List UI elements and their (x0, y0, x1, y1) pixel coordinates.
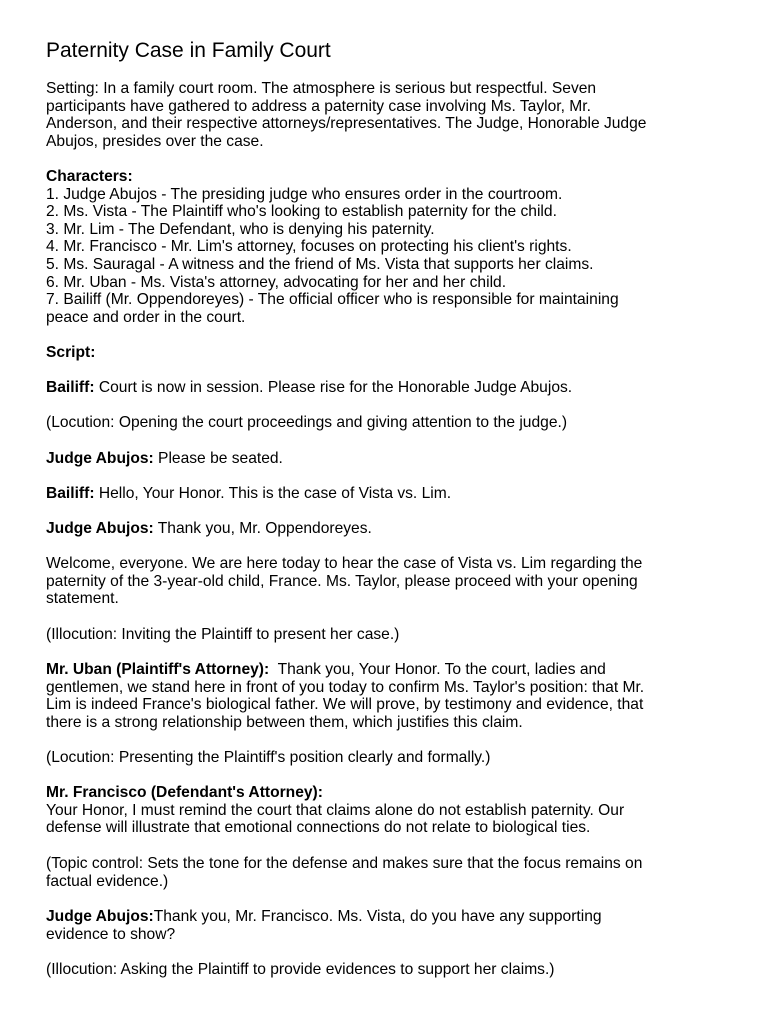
character-item: 5. Ms. Sauragal - A witness and the friend of Ms. Vista that supports her claims. (46, 255, 594, 273)
setting-line: Anderson, and their respective attorneys/representatives. The Judge, Honorable Judge (46, 115, 647, 133)
welcome-line: Welcome, everyone. We are here today to hear the case of Vista vs. Lim regarding the (46, 555, 643, 572)
dialogue-text: there is a strong relationship between them, which justifies this claim. (46, 713, 523, 731)
stage-note (46, 961, 736, 979)
speaker-name: Bailiff: (46, 379, 95, 396)
dialogue-judge-2 (46, 520, 736, 538)
dialogue-uban (46, 661, 736, 731)
character-item: 6. Mr. Uban - Ms. Vista's attorney, advocating for her and her child. (46, 273, 507, 291)
dialogue-text: Your Honor, I must remind the court that claims alone do not establish paternity. Our (46, 801, 625, 819)
character-item: 4. Mr. Francisco - Mr. Lim's attorney, focuses on protecting his client's rights. (46, 238, 572, 256)
speaker-name: Judge Abujos: (46, 450, 154, 467)
speaker-name: Bailiff: (46, 485, 95, 502)
stage-note (46, 749, 736, 767)
note-text: (Topic control: Sets the tone for the defense and makes sure that the focus remains on (46, 855, 643, 872)
speaker-name: Judge Abujos: (46, 520, 154, 537)
script-heading: Script: (46, 344, 96, 361)
character-item: 7. Bailiff (Mr. Oppendoreyes) - The official officer who is responsible for maintaining (46, 291, 619, 309)
dialogue-text: gentlemen, we stand here in front of you today to confirm Ms. Taylor's position: that Mr. (46, 678, 645, 696)
setting-line: Abujos, presides over the case. (46, 132, 264, 150)
dialogue-text: Lim is indeed France's biological father. We will prove, by testimony and evidence, that (46, 696, 644, 714)
characters-section (46, 168, 736, 326)
dialogue-text: Thank you, Mr. Oppendoreyes. (153, 520, 372, 537)
characters-heading: Characters: (46, 168, 133, 185)
dialogue-bailiff-2 (46, 485, 736, 503)
stage-note (46, 626, 736, 644)
dialogue-francisco (46, 784, 736, 837)
welcome-line: statement. (46, 590, 119, 608)
dialogue-text: Please be seated. (153, 450, 283, 467)
speaker-name: Judge Abujos: (46, 908, 154, 925)
note-text: factual evidence.) (46, 872, 169, 890)
setting-line: Setting: In a family court room. The atmosphere is serious but respectful. Seven (46, 80, 597, 97)
dialogue-text: Hello, Your Honor. This is the case of Vista vs. Lim. (94, 485, 452, 502)
note-text: (Locution: Opening the court proceedings and giving attention to the judge.) (46, 414, 568, 431)
dialogue-judge-3 (46, 908, 736, 943)
script-heading-paragraph (46, 344, 736, 362)
character-item: 1. Judge Abujos - The presiding judge who ensures order in the courtroom. (46, 185, 563, 203)
document-title: Paternity Case in Family Court (46, 39, 331, 62)
dialogue-bailiff-1 (46, 379, 736, 397)
stage-note (46, 414, 736, 432)
setting-line: participants have gathered to address a paternity case involving Ms. Taylor, Mr. (46, 97, 591, 115)
stage-note (46, 855, 736, 890)
dialogue-text: Thank you, Mr. Francisco. Ms. Vista, do you have any supporting (153, 908, 602, 925)
dialogue-judge-1 (46, 450, 736, 468)
character-item: 3. Mr. Lim - The Defendant, who is denying his paternity. (46, 220, 435, 238)
speaker-name: Mr. Francisco (Defendant's Attorney): (46, 784, 323, 801)
welcome-line: paternity of the 3-year-old child, France. Ms. Taylor, please proceed with your opening (46, 572, 638, 590)
speaker-name: Mr. Uban (Plaintiff's Attorney): (46, 661, 270, 678)
character-item: 2. Ms. Vista - The Plaintiff who's looking to establish paternity for the child. (46, 203, 557, 221)
note-text: (Illocution: Inviting the Plaintiff to present her case.) (46, 626, 400, 643)
dialogue-text: Thank you, Your Honor. To the court, ladies and (269, 661, 606, 678)
character-item: peace and order in the court. (46, 308, 246, 326)
setting-paragraph (46, 80, 736, 150)
dialogue-text: evidence to show? (46, 925, 176, 943)
welcome-paragraph (46, 555, 736, 608)
dialogue-text: Court is now in session. Please rise for the Honorable Judge Abujos. (94, 379, 573, 396)
dialogue-text: defense will illustrate that emotional connections do not relate to biological ties. (46, 819, 591, 837)
note-text: (Illocution: Asking the Plaintiff to provide evidences to support her claims.) (46, 961, 555, 978)
note-text: (Locution: Presenting the Plaintiff's position clearly and formally.) (46, 749, 491, 766)
